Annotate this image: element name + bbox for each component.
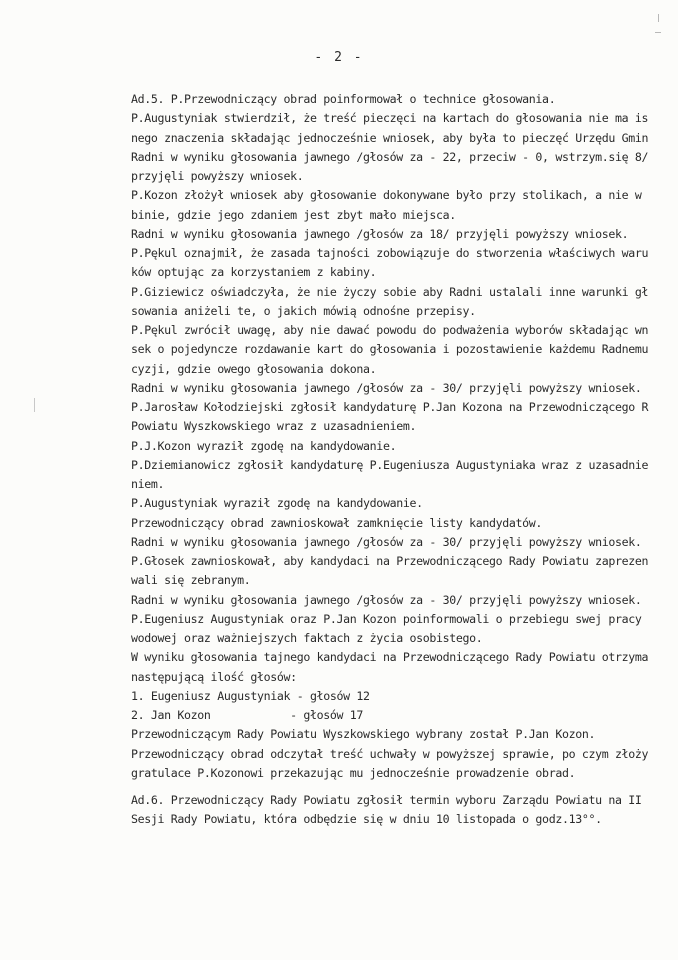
text-line: Ad.5. P.Przewodniczący obrad poinformował o technice głosowania.: [131, 92, 556, 106]
text-line: P.J.Kozon wyraził zgodę na kandydowanie.: [131, 438, 397, 453]
text-line: Radni w wyniku głosowania jawnego /głosów za - 30/ przyjęli powyższy wniosek.: [131, 380, 642, 395]
text-line: P.Jarosław Kołodziejski zgłosił kandydaturę P.Jan Kozona na Przewodniczącego R: [131, 400, 649, 414]
text-line: P.Eugeniusz Augustyniak oraz P.Jan Kozon poinformowali o przebiegu swej pracy: [131, 611, 642, 626]
text-line: wali się zebranym.: [131, 573, 251, 588]
text-line: binie, gdzie jego zdaniem jest zbyt mało miejsca.: [131, 207, 456, 222]
text-line: P.Kozon złożył wniosek aby głosowanie dokonywane było przy stolikach, a nie w: [131, 188, 642, 203]
document-body: [131, 90, 661, 830]
text-line: ków optując za korzystaniem z kabiny.: [131, 265, 377, 280]
text-line: cyzji, gdzie owego głosowania dokona.: [131, 361, 377, 376]
page-number: - 2 -: [314, 50, 364, 65]
scan-mark: [34, 398, 35, 412]
text-line: Sesji Rady Powiatu, która odbędzie się w dniu 10 listopada o godz.13°°.: [131, 812, 602, 827]
text-line: następującą ilość głosów:: [131, 669, 297, 684]
text-line: sowania aniżeli te, o jakich mówią odnośne przepisy.: [131, 303, 476, 318]
text-line: Przewodniczący obrad zawnioskował zamknięcie listy kandydatów.: [131, 515, 543, 530]
text-line: W wyniku głosowania tajnego kandydaci na Przewodniczącego Rady Powiatu otrzyma: [131, 650, 649, 665]
text-line: P.Giziewicz oświadczyła, że nie życzy sobie aby Radni ustalali inne warunki gł: [131, 284, 649, 299]
text-line: P.Augustyniak wyraził zgodę na kandydowanie.: [131, 496, 423, 511]
text-line: P.Augustyniak stwierdził, że treść pieczęci na kartach do głosowania nie ma is: [131, 111, 649, 126]
text-line: P.Pękul oznajmił, że zasada tajności zobowiązuje do stworzenia właściwych waru: [131, 246, 649, 260]
text-line: Radni w wyniku głosowania jawnego /głosów za - 30/ przyjęli powyższy wniosek.: [131, 534, 642, 549]
text-line: niem.: [131, 477, 165, 491]
text-line: 2. Jan Kozon - głosów 17: [131, 708, 364, 722]
text-line: Radni w wyniku głosowania jawnego /głosów za - 30/ przyjęli powyższy wniosek.: [131, 592, 642, 607]
text-line: wodowej oraz ważniejszych faktach z życia osobistego.: [131, 631, 483, 645]
text-line: P.Dziemianowicz zgłosił kandydaturę P.Eugeniusza Augustyniaka wraz z uzasadnie: [131, 457, 649, 472]
text-line: przyjęli powyższy wniosek.: [131, 169, 304, 183]
text-line: 1. Eugeniusz Augustyniak - głosów 12: [131, 688, 370, 703]
text-line: sek o pojedyncze rozdawanie kart do głosowania i pozostawienie każdemu Radnemu: [131, 342, 649, 357]
text-line: Przewodniczący obrad odczytał treść uchwały w powyższej sprawie, po czym złoży: [131, 746, 649, 761]
text-line: Ad.6. Przewodniczący Rady Powiatu zgłosił termin wyboru Zarządu Powiatu na II: [131, 793, 642, 807]
text-line: P.Głosek zawnioskował, aby kandydaci na Przewodniczącego Rady Powiatu zaprezen: [131, 554, 649, 568]
text-line: Radni w wyniku głosowania jawnego /głosów za 18/ przyjęli powyższy wniosek.: [131, 226, 629, 241]
scan-mark: [655, 32, 661, 33]
scan-mark: [658, 14, 659, 22]
text-line: nego znaczenia składając jednocześnie wniosek, aby była to pieczęć Urzędu Gmin: [131, 130, 649, 145]
text-line: Powiatu Wyszkowskiego wraz z uzasadnieniem.: [131, 419, 417, 434]
text-line: Radni w wyniku głosowania jawnego /głosów za - 22, przeciw - 0, wstrzym.się 8/: [131, 149, 649, 164]
text-line: Przewodniczącym Rady Powiatu Wyszkowskiego wybrany został P.Jan Kozon.: [131, 727, 596, 742]
text-line: gratulace P.Kozonowi przekazując mu jednocześnie prowadzenie obrad.: [131, 765, 576, 780]
text-line: P.Pękul zwrócił uwagę, aby nie dawać powodu do podważenia wyborów składając wn: [131, 323, 649, 337]
